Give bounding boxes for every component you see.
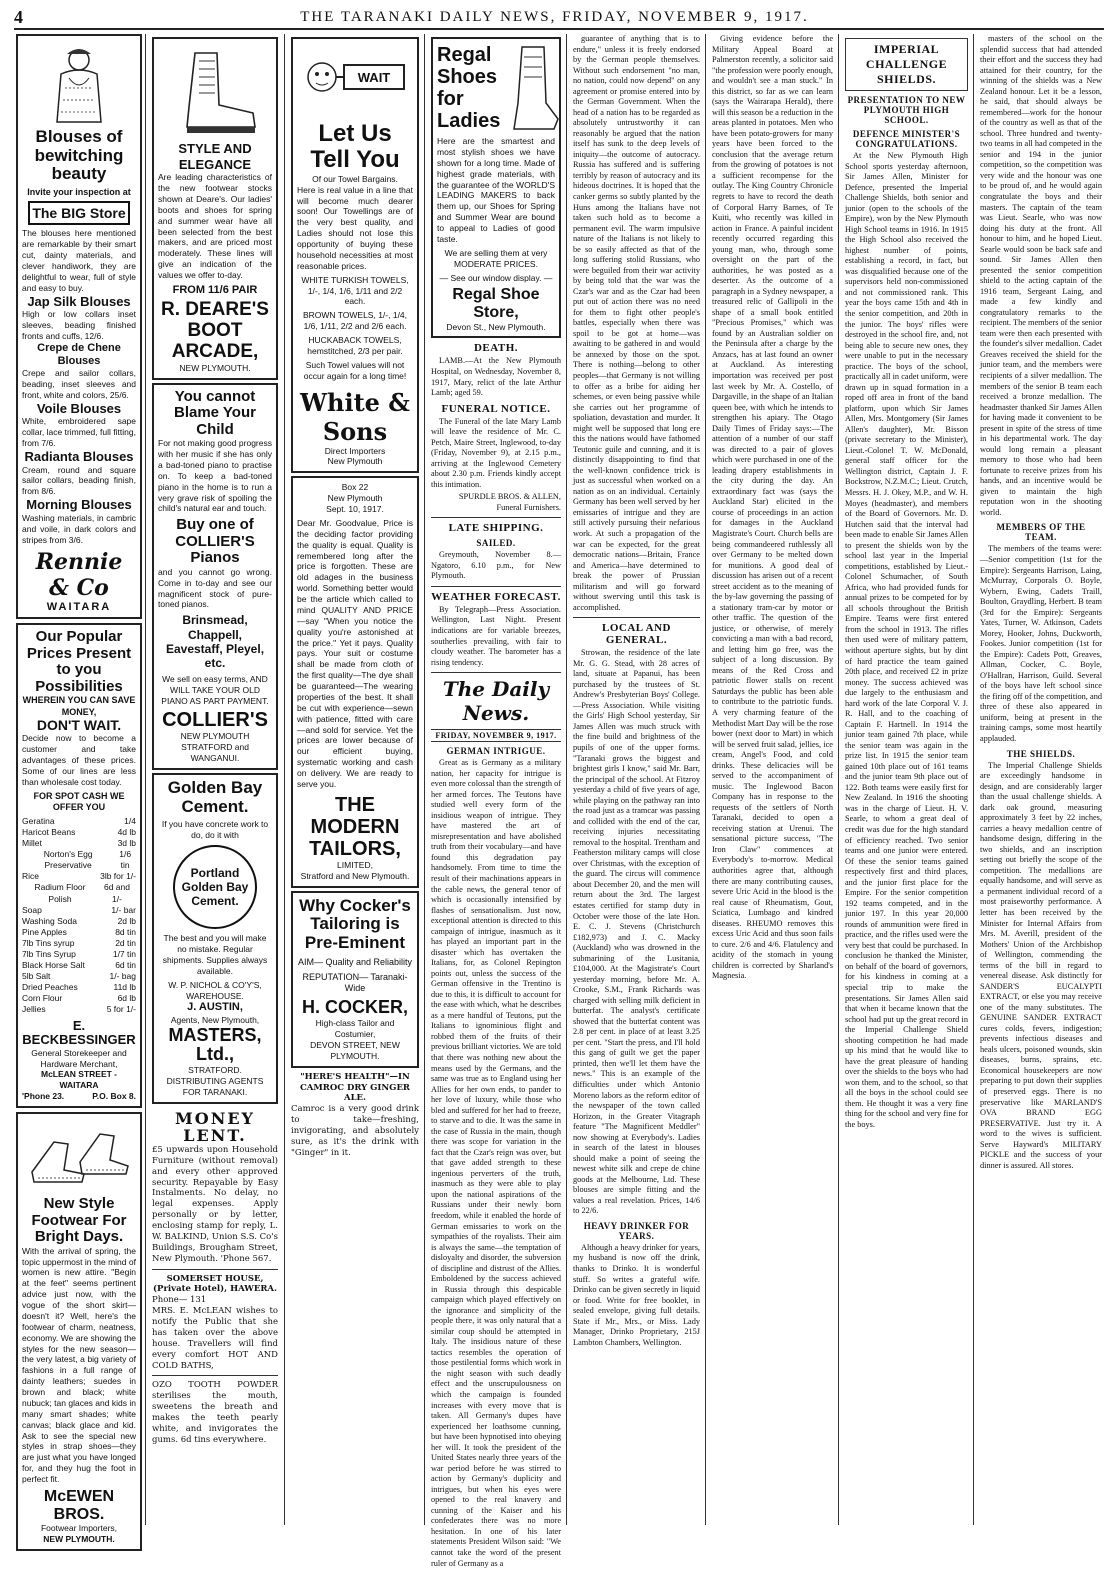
austin-name: J. AUSTIN, bbox=[187, 1001, 243, 1014]
man-with-sign-illustration bbox=[300, 47, 410, 117]
cocker-heading: Why Cocker's Tailoring is Pre-Eminent bbox=[299, 895, 411, 952]
column-3 bbox=[287, 34, 423, 1525]
price-row bbox=[22, 927, 136, 938]
golden-best: The best and you will make no mistake. Regular shipments. Supplies always available. bbox=[162, 933, 268, 976]
price-row bbox=[22, 960, 136, 971]
golden-heading: Golden Bay Cement. bbox=[167, 778, 263, 816]
price-item: Pine Apples bbox=[22, 926, 67, 937]
money-heading: MONEY LENT. bbox=[175, 1108, 255, 1146]
easy-terms: We sell on easy terms, AND WILL TAKE YOUR OLD PIANO AS PART PAYMENT. bbox=[161, 673, 269, 706]
price-row bbox=[22, 905, 136, 916]
regal-shoes-ad bbox=[431, 37, 561, 338]
white-sons-address: New Plymouth bbox=[327, 456, 383, 467]
column-rule bbox=[424, 34, 425, 1525]
portland-cement-seal: Portland Golden Bay Cement. bbox=[173, 845, 257, 929]
buy-heading: Buy one of COLLIER'S Pianos bbox=[175, 516, 255, 567]
camroc-text: Camroc is a very good drink to take—freshing, invigorating, and absolutely sure, as it's the drink with "Ginger" in it. bbox=[291, 1104, 419, 1158]
spot-cash: FOR SPOT CASH WE OFFER YOU bbox=[33, 790, 125, 812]
regal-store: Regal Shoe Store, bbox=[452, 286, 540, 321]
members-heading: MEMBERS OF THE TEAM. bbox=[996, 522, 1086, 543]
mcewen-address: NEW PLYMOUTH. bbox=[43, 1534, 115, 1544]
local-general-heading: LOCAL AND GENERAL. bbox=[602, 622, 671, 647]
blouse-intro: The blouses here mentioned are remarkable by their smart cut, dainty materials, and clever handiwork, they are delightful to wear, full of style and easy to buy. bbox=[22, 228, 136, 293]
masters-name: MASTERS, Ltd., bbox=[168, 1024, 262, 1065]
shields-text: At the New Plymouth High School sports yesterday afternoon, Sir James Allen, Minister for Defence, presented the Imperial Challenge Shields, both senior and junior (open to the schools of the Empire), won by the New Plymouth High School teams in 1916. In 1915 the High School also received the highest number of points, establishing a record, in fact, but was disqualified because one of the supervisors held non-commissioned and not commissioned rank. This year the boys came 15th and 4th in the senior competition, and 20th in the junior. The boys' rifles were destroyed in the school fire, and, not being able to secure new ones, they were unable to put in the necessary practice. The boys of the school, practically all in cadet uniform, were drawn up in squad formation in a roped off area in front of the band platform, upon which Sir James Allen, Mrs. Montgomery (Sir James Allen's daughter), Mr. Bisson (private secretary to the Minister), Lieut.-Colonel T. W. McDonald, general staff officer for the Wellington district, Captain J. F. Bockstrow, N.Z.M.C.; Lieut. Crutch, Messrs. H. J. Okey, M.P., and W. H. Moyes (headmaster), and members of the Board of Governors. Mr. D. Hutchen said that the interval had been made to enable Sir James Allen to present the shields won by the school last year in the Imperial competitions, established by Lieut.-Colonel Schumacher, of South Africa, who had provided funds for annual prizes to be competed for by all schools throughout the British Empire. Teams were first entered from the school in 1913. The rifles then used were of military pattern, without aperture sights, but by dint of hard practice the team gained 20th place, and received £2 in prize money. The success achieved was due largely to the enthusiasm and hard work of the late Corporal V. J. R. Hall, and to the coaching of Captain F. Hartnell. In 1914 the junior team gained 7th place, while the senior team was again in the prize list. In 1915 the senior team gained 10th place out of 161 teams and the junior team 9th place out of 122. Both teams were easily first for New Zealand. In 1916 the shooting was in the charge of Lieut. H. V. Searle, to whom a great deal of credit was due for the high standard of efficiency reached. Two senior teams and one junior were entered. Of these the senior teams gained respectively first and third places, and the junior first place for the Empire. For the senior competition 192 teams competed, and in the junior 197. In this year 20,000 rounds of ammunition were fired in practice, and the rifles used were the very best that could be purchased. In conclusion he thanked the Minister, on behalf of the board of governors, for his kindness in coming at a special trip to make the presentations. Sir James Allen said that when it became known that the school had put up the great record in the Imperial Challenge Shield shooting competition he had made up his mind that he would like to have the great pleasure of handing over the shields to the boys who had won them, and to the school, so that all the boys in the school could see them. He thought it was a very fine thing for the school and very fine for the boys. bbox=[845, 151, 968, 1129]
lady-blouse-illustration bbox=[39, 44, 119, 124]
funeral-text: The Funeral of the late Mary Lamb will leave the residence of Mr. C. Petch, Maire Street, Inglewood, to-day (Friday, November 9), at 2.15 p.m., arriving at the Inglewood Cemetery about 2.30 p.m. Friends kindly accept this intimation. bbox=[431, 416, 561, 489]
price-row bbox=[22, 949, 136, 960]
price-item: Washing Soda bbox=[22, 915, 77, 926]
price-value: 3lb for 1/- bbox=[100, 871, 136, 882]
price-item: Jellies bbox=[22, 1004, 46, 1014]
price-value: 1/6 tin bbox=[119, 849, 132, 871]
towel-note: Such Towel values will not occur again for a long time! bbox=[303, 359, 407, 381]
column-7 bbox=[841, 34, 972, 1525]
modern-tailors-sub: LIMITED, bbox=[337, 859, 373, 870]
huckaback-towels: HUCKABACK TOWELS, hemstitched, 2/3 per pair. bbox=[307, 335, 403, 356]
price-value: 1/7 tin bbox=[112, 948, 136, 959]
price-row bbox=[22, 838, 136, 849]
price-row bbox=[22, 1004, 136, 1015]
deare-heading: STYLE AND ELEGANCE bbox=[178, 141, 252, 172]
white-turkish-towels: WHITE TURKISH TOWELS, 1/-, 1/4, 1/6, 1/11 and 2/2 each. bbox=[301, 274, 409, 307]
price-value: 11d lb bbox=[113, 981, 136, 992]
general-news-text: Giving evidence before the Military Appeal Board at Palmerston recently, a solicitor said "the profession were poorly enough, and wouldn't see a man stuck." In this district, so far as we can learn (says the Wairarapa Herald), there will this season be a reduction in the areas planted in potatoes. Men who have been potato-growers for many years have been forced to the conclusion that the average return from the growing of potatoes is not a sufficient recompense for the outlay. The King Country Chronicle regrets to have to record the death of Corporal Harry Barnes, of Te Kuiti, who recently was killed in action in France. A painful incident recently occurred regarding this young man, who, through some oversight on the part of the authorities, he was posted as a deserter. As the outcome of a paragraph in a Sydney newspaper, a treasured relic of Gallipoli in the shape of a small book entitled "Precious Promises," which was found by an Australian soldier on the Peninsula after a charge by the Anzacs, has at last found an owner at Auckland. As interesting importation was received per post last week by Mr. A. Costello, of Dargaville, in the shape of an Italian queen bee, with which he intends to strengthen his apiary. The Otago Daily Times of Friday says:—The attention of a number of our staff was directed to a pair of gloves which were purchased in one of the leading drapery establishments in the city during the day. An extraordinary fact was (says the Auckland Star) elicited in the course of proceedings in an action for damages in the Auckland Magistrate's Court. Church bells are being commandeered ruthlessly all over Germany to be melted down for munitions. A good deal of discussion has arisen out of a recent street accident as to the meaning of the by-law governing the passing of a stationary tram-car by motor or other traffic. The question of the justice, or otherwise, of merely convicting a man with a bad record, and letting him go free, was the subject of a long discussion. By means of the Red Cross and patriotic flower stalls on recent Saturdays the public has been able to contribute to the patriotic funds. A very charming feature of the Methodist Mart Day will be the rose bower (next door to Mart) in which will be served fruit salad, jellies, ice cream, Angel's Food, and cold drinks. These delicacies will be served to the accompaniment of music. The Inglewood Bacon Company has in response to the requests of the settlers of North Taranaki, decided to open a receiving station at Urenui. The sensational picture success, "The Iron Claw" commences at Everybody's to-morrow. Medical authorities agree that, although there are many contributing causes, severe Uric Acid in the blood is the real cause of Rheumatism, Gout, Sciatica, Lumbago and kindred diseases. RHEUMO removes this excess Uric Acid and thus soon fails to cure. 2/6 and 4/6. Flatulency and acidity of the stomach in young children is corrected by Sharland's Magnesia. bbox=[712, 34, 833, 981]
letter-place: New Plymouth bbox=[327, 493, 383, 504]
column-6 bbox=[708, 34, 837, 1525]
price-row bbox=[22, 916, 136, 927]
price-value: 3d lb bbox=[117, 838, 136, 849]
price-value: 2d lb bbox=[117, 915, 136, 926]
deare-address: NEW PLYMOUTH. bbox=[179, 362, 251, 373]
regal-window: — See our window display. — bbox=[439, 272, 553, 283]
funeral-heading: FUNERAL NOTICE. bbox=[441, 402, 551, 415]
beckbessinger-sub: General Storekeeper and Hardware Merchant, bbox=[31, 1047, 127, 1069]
price-row bbox=[22, 938, 136, 949]
german-intrigue-continued: guarantee of anything that is to endure," unless it is freely endorsed by the German people themselves. Without such endorsement "no man, no nation, could now depend" on any agreement or promise entered into by the German Government. When the head of a nation has to be regarded as absolutely untrustworthy it can reasonably be argued that the nation itself has sunk to the deep levels of iniquity—the outcome of autocracy. Russia has suffered and is suffering terribly by reason of autocracy and its hideous doctrines. It is hoped that the canker germs so subtly planted by the Huns among the Italians have not taken such hold as to become a permanent evil. The warm impulsive nature of the Italians is not likely to be so easily affected as that of the long suffering stolid Russians, who were beguiled from their war activity by being told that the war was the Czar's war and as the Czar had been put out of action there was no need for them to fight other people's battles, especially when there was spoil to be got at home—was awaiting to be gathered in and would be annexed by those on the spot. There is nothing—belong to other peoples—that Germany is not willing to offer as a bribe for aiding her schemes, or even being passive while she carries out her programme of spoliation, devastation and murder. It might well be supposed that long ere this the nations would have fathomed Teutonic guile and cunning, and it is distinctly disappointing to find that the well-known confidence trick is just as successful when worked on a nation as on an individual. Certainly Germany has been well served by her emissaries of intrigue and they are still actively pursuing their nefarious work. At such a propagation of the war can be expected, for the great democratic nations—Britain, France and America—have determined to break the power of Prussian militarism and will go forward without swerving until this task is accomplished. bbox=[573, 34, 700, 612]
modern-tailors-name: THE MODERN TAILORS, bbox=[309, 793, 401, 860]
dont-wait: DON'T WAIT. bbox=[36, 716, 122, 733]
price-row bbox=[22, 827, 136, 838]
letter-date: Sept. 10, 1917. bbox=[326, 504, 384, 515]
colliers-name: COLLIER'S bbox=[162, 709, 268, 732]
radianta-text: Cream, round and square sailor collars, beading finish, from 8/6. bbox=[22, 464, 136, 497]
cocker-name: H. COCKER, bbox=[301, 997, 408, 1018]
ozo-ad: OZO TOOTH POWDER sterilises the mouth, sweetens the breath and makes the teeth pearly white, and invigorates the gums. 6d tins everywhere. bbox=[152, 1380, 278, 1445]
wait-sign-text: WAIT bbox=[357, 70, 391, 85]
price-item: Radium Floor Polish bbox=[34, 882, 86, 904]
local-general-text: Strowan, the residence of the late Mr. G. G. Stead, with 28 acres of land, situate at Papanui, has been purchased by the trustees of St. Andrew's Presbyterian Boys' College.—Press Association. While visiting the Girls' High School yesterday, Sir James Allen was much struck with the fine build and brightness of the pupils of one of the upper forms. "Taranaki grows the biggest and brightest girls I know," said Mr. Barr, the principal of the school. At Fitzroy yesterday a child of five years of age, while playing on the pathway ran into the road just as a tramcar was passing and collided with the end of the car, receiving injuries necessitating removal to the hospital. Trentham and Featherston military camps will close over Christmas, with the exception of the guard. The circus will commence about December 20, and the men will return about the 3rd. The largest estates certified for stamp duty in October were those of the late Hon. E. C. J. Stevens (Christchurch £182,973) and J. C. Macky (Auckland) who was drowned in the submarining of the Lusitania, £104,000. At the Magistrate's Court yesterday morning, before Mr. A. Crooke, S.M., Frank Richards was charged with selling milk deficient in butterfat. The analyst's certificate showed that the butterfat content was 2.8 per cent. in place of at least 3.25 per cent. "Start the press, and I'll hold this gang of guilt we get the paper printed, then we'll let them have the news." This is an example of the difficulties under which Antonio Moreno labors as the reform editor of the newspaper of the town called Horizon, in the Greater Vitagraph feature "The Magnificent Meddler" now showing at Everybody's. Ladies in search of the latest in blouses should make a point of seeing the newest white silk and crepe de chine goods at the Melbourne, Ltd. These blouses are simple fitting and the values a real revelation. Prices, 14/6 to 22/6. bbox=[573, 648, 700, 1216]
voile-text: White, embroidered sape collar, lace trimmed, full fitting, from 7/6. bbox=[22, 416, 136, 449]
big-store-ad bbox=[16, 34, 142, 619]
piano-brands: Brinsmead, Chappell, Eavestaff, Pleyel, etc. bbox=[165, 613, 265, 671]
price-item: Dried Peaches bbox=[22, 981, 78, 992]
page-number: 4 bbox=[14, 6, 23, 27]
price-value: 6d tin bbox=[115, 959, 136, 970]
price-value: 4d lb bbox=[117, 827, 136, 838]
shipping-heading: LATE SHIPPING. bbox=[448, 522, 544, 535]
column-6-content bbox=[712, 34, 833, 982]
shields-heading: IMPERIAL CHALLENGE SHIELDS. bbox=[845, 38, 968, 91]
cocker-sub: High-class Tailor and Costumier, bbox=[315, 1018, 395, 1040]
notices bbox=[431, 342, 561, 1569]
cocker-ad bbox=[291, 891, 419, 1068]
masters-sub: STRATFORD. bbox=[188, 1065, 242, 1076]
price-row bbox=[22, 871, 136, 882]
daily-news-nameplate: The Daily News. bbox=[442, 677, 550, 726]
tailors-letter: Dear Mr. Goodvalue, Price is the deciding factor providing the quality is equal. Quality is remembered long after the price is forgotten. These are old adages in the business world. Something better would be the article which called to mind QUALITY AND PRICE —say "When you notice the quality you're astonished at the price." Yet it pays. Quality pays. Your suit or costume shall be made from cloth of the first quality—The dye shall be guaranteed—The wearing properties of the best. It shall be cut with experience—sewn with patience, fitted with care—and sold for service. Yet the prices are lower because of our efficient buying, systematic working and cash on delivery. We are ready to serve you. bbox=[297, 517, 413, 789]
blame-heading: You cannot Blame Your Child bbox=[174, 387, 256, 438]
deare-price: FROM 11/6 PAIR bbox=[172, 283, 258, 296]
jap-silk-text: High or low collars inset sleeves, beading finished fronts and cuffs, 12/6. bbox=[22, 309, 136, 341]
radianta-heading: Radianta Blouses bbox=[24, 449, 134, 464]
beckbessinger-address: McLEAN STREET - WAITARA bbox=[40, 1069, 118, 1091]
let-us-tell-you: Let Us Tell You bbox=[310, 120, 400, 174]
price-item: Soap bbox=[22, 904, 42, 915]
somerset-phone: Phone— 131 bbox=[152, 1295, 207, 1306]
regal-heading: Regal Shoes for Ladies bbox=[437, 44, 501, 132]
daily-news-date: FRIDAY, NOVEMBER 9, 1917. bbox=[431, 729, 561, 742]
popular-sub: WHEREIN YOU CAN SAVE MONEY, bbox=[22, 695, 136, 717]
invite-text: Invite your inspection at bbox=[27, 187, 131, 198]
death-heading: DEATH. bbox=[473, 342, 519, 355]
funeral-sign: SPURDLE BROS. & ALLEN, Funeral Furnishers. bbox=[458, 492, 561, 512]
price-value: 6d lb bbox=[117, 992, 136, 1003]
price-value: 1/- bar bbox=[111, 904, 136, 915]
cocker-address: DEVON STREET, NEW PLYMOUTH. bbox=[310, 1039, 400, 1061]
shoes-illustration bbox=[24, 1122, 134, 1192]
price-item: Rice bbox=[22, 871, 40, 882]
column-1 bbox=[14, 34, 144, 1544]
buy-text: and you cannot go wrong. Come in to-day and see our magnificent stock of pure-toned pianos. bbox=[158, 566, 272, 610]
mcewen-name: McEWEN BROS. bbox=[43, 1487, 115, 1523]
german-intrigue-heading: GERMAN INTRIGUE. bbox=[446, 746, 546, 757]
price-list bbox=[22, 816, 136, 1015]
deare-ad bbox=[152, 37, 278, 380]
camroc-ad bbox=[291, 1072, 419, 1159]
white-sons-logo: White & Sons bbox=[300, 387, 410, 446]
boot-illustration bbox=[165, 47, 265, 137]
somerset-text: MRS. E. McLEAN wishes to notify the Public that she has taken over the above house. Travellers will find every comfort HOT AND COLD BATHS, bbox=[152, 1306, 278, 1371]
colliers-address: NEW PLYMOUTH STRATFORD and WANGANUI. bbox=[180, 731, 250, 764]
sailed-text: Greymouth, November 8.—Ngatoro, 6.10 p.m., for New Plymouth. bbox=[431, 550, 561, 581]
masters-dist: DISTRIBUTING AGENTS FOR TARANAKI. bbox=[166, 1076, 264, 1097]
morning-text: Washing materials, in cambric and voile, in dark colors and stripes from 3/6. bbox=[22, 512, 136, 545]
colliers-ad bbox=[152, 383, 278, 770]
column-rule bbox=[838, 34, 839, 1525]
popular-prices-heading: Our Popular Prices Present to you Possibilities bbox=[26, 628, 132, 695]
price-row bbox=[22, 849, 136, 871]
footwear-heading: New Style Footwear For Bright Days. bbox=[31, 1195, 127, 1246]
jap-silk-heading: Jap Silk Blouses bbox=[27, 293, 131, 309]
blouses-title: Blouses of bewitching beauty bbox=[34, 127, 124, 184]
letter-box: Box 22 bbox=[341, 482, 369, 493]
price-row bbox=[22, 816, 136, 827]
death-text: LAMB.—At the New Plymouth Hospital, on Wednesday, November 8, 1917, Mary, relict of the late Arthur Lamb; aged 59. bbox=[431, 356, 561, 398]
masthead-title: THE TARANAKI DAILY NEWS, FRIDAY, NOVEMBER 9, 1917. bbox=[300, 8, 809, 25]
column-rule bbox=[705, 34, 706, 1525]
members-text: The members of the teams were:—Senior competition (1st for the Empire): Sergeants Harrison, Laing, McMurray, Corporals O. Boyle, Wybern, Ewing, Cadets Traill, Boulton, Graydling, Herbert. B team (3rd for the Empire): Sergeants Yates, Turner, W. Atkinson, Cadets Morey, Hooker, Johns, Duckworth, Fookes. Junior competition (1st for the Empire): Cadets Pott, Greaves, Allman, Cocker, C. Boyle, O'Hallran, Harrison, Guild. Several of the boys have left school since the firing off of the competition, and three of these also appeared in uniform, being at present in the training camps, some most heartily applauded. bbox=[980, 544, 1102, 743]
regal-shoe-illustration bbox=[504, 43, 562, 133]
price-item: 5lb Salt bbox=[22, 970, 51, 981]
regal-address: Devon St., New Plymouth. bbox=[446, 321, 546, 332]
beckbessinger-box: P.O. Box 8. bbox=[92, 1091, 136, 1102]
price-value: 2d tin bbox=[115, 937, 136, 948]
masthead bbox=[14, 6, 1104, 30]
column-8 bbox=[976, 34, 1106, 1525]
crepe-heading: Crepe de Chene Blouses bbox=[37, 341, 121, 367]
price-row bbox=[22, 993, 136, 1004]
column-rule bbox=[566, 34, 567, 1525]
price-value: 1/4 bbox=[124, 816, 136, 827]
voile-heading: Voile Blouses bbox=[36, 400, 122, 416]
towel-text: Here is real value in a line that will become much dearer soon! Our Towellings are of the very best quality, and Ladies should not lose this opportunity of buying these household necessities at most reasonable prices. bbox=[297, 184, 413, 271]
price-item: Norton's Egg Preservative bbox=[43, 849, 93, 871]
brown-towels: BROWN TOWELS, 1/-, 1/4, 1/6, 1/11, 2/2 and 2/6 each. bbox=[302, 310, 408, 332]
shields-subheading: PRESENTATION TO NEW PLYMOUTH HIGH SCHOOL. bbox=[847, 95, 966, 125]
price-row bbox=[22, 982, 136, 993]
price-item: 7lb Tins Syrup bbox=[22, 948, 76, 959]
modern-tailors-ad bbox=[291, 476, 419, 887]
shields-continued-text: masters of the school on the splendid success that had attended their effort and the success they had attained for their country, for the winning of the shields was a New Zealand honour. Let it be a lesson, he said, that should always be remembered—work for the honour of the country as well as that of the school. Three hundred and twenty-two teams in all had competed in the senior and 194 in the junior competition, so the competition was very wide and the honour was one to be proud of, and he would again congratulate the boys and their masters. The captain of the team was Lieut. Searle, who was now doing his duty at the front. All honour to him, and he hoped Lieut. Searle would soon be back safe and sound. Sir James Allen then presented the senior competition shield to the acting captain of the 1916 team, Sergeant Laing, and made a few kindly and congratulatory remarks to the recipient. The members of the senior team were then each presented with the founder's silver medallion. Cadet Greaves received the shield for the junior team, and the members were recipients of a silver medallion. The members of the senior B team each received a bronze medallion. The headmaster thanked Sir James Allen for having made it convenient to be present in spite of the stress of time in his departmental work. The day would long remain a pleasant memory to those who had been fortunate to receive prizes from his hands, and an incentive would be given to maintain the high reputation won in the shooting world. bbox=[980, 34, 1102, 517]
rennie-location: WAITARA bbox=[46, 601, 112, 614]
regal-text: Here are the smartest and most stylish shoes we have shown for a long time. Made of highest grade materials, with the guarantee of the WORLD'S LEADING MAKERS to back them up, our Shoes for Spring and Summer Wear are bound to appeal to Ladies of good taste. bbox=[437, 136, 555, 244]
white-sons-sub: Direct Importers bbox=[324, 445, 386, 456]
price-item: Black Horse Salt bbox=[22, 959, 85, 970]
money-text: £5 upwards upon Household Furniture (without removal) and every other approved security. Repayable by Easy Instalments. No delay, no legal expenses. Apply personally or by letter, enclosing stamp for reply, L. W. BALKIND, Union S.S. Co's Buildings, Brougham Street, New Plymouth. 'Phone 567. bbox=[152, 1144, 278, 1264]
price-value: 8d tin bbox=[115, 926, 136, 937]
drinker-heading: HEAVY DRINKER FOR YEARS. bbox=[583, 1220, 690, 1241]
price-item: Corn Flour bbox=[22, 992, 63, 1003]
crepe-text: Crepe and sailor collars, beading, inset sleeves and front, white and colors, 25/6. bbox=[22, 368, 136, 400]
column-2 bbox=[148, 34, 282, 1525]
weather-text: By Telegraph—Press Association. Wellington, Last Night. Present indications are for variable breezes, southerlies prevailing, with fair to cloudy weather. The barometer has a rising tendency. bbox=[431, 604, 561, 667]
big-store-logo: The BIG Store bbox=[28, 201, 130, 225]
column-5-content bbox=[573, 34, 700, 1348]
towel-bargains: Of our Towel Bargains. bbox=[312, 173, 398, 184]
morning-heading: Morning Blouses bbox=[26, 497, 132, 513]
mcewen-ad bbox=[16, 1112, 142, 1551]
sailed-heading: SAILED. bbox=[476, 538, 516, 549]
price-value: 1/- bag bbox=[109, 970, 136, 981]
deare-name: R. DEARE'S BOOT ARCADE, bbox=[161, 299, 269, 362]
price-row bbox=[22, 882, 136, 904]
shields-article-continued bbox=[980, 34, 1102, 1171]
beckbessinger-name: E. BECKBESSINGER bbox=[22, 1018, 136, 1048]
shields-subheading-2: DEFENCE MINISTER'S CONGRATULATIONS. bbox=[852, 129, 961, 149]
cocker-reputation: REPUTATION— Taranaki-Wide bbox=[302, 971, 408, 994]
modern-tailors-address: Stratford and New Plymouth. bbox=[300, 870, 410, 881]
column-rule bbox=[145, 34, 146, 1525]
weather-heading: WEATHER FORECAST. bbox=[431, 590, 561, 603]
blame-text: For not making good progress with her music if she has only a bad-toned piano to practise on. To keep a bad-toned piano in the home is to run a very grave risk of spoiling the child's natural ear and touch. bbox=[158, 438, 272, 514]
the-shields-text: The Imperial Challenge Shields are exceedingly handsome in design, and are considerably larger than the usual challenge shields. A dark oak ground, measuring approximately 3 feet by 22 inches, carries a heavy medallion centre of handsome design, differing in the two shields, and an inscription setting out briefly the scope of the competition. The medallions are equally handsome, and will serve as a permanent individual record of a most praiseworthy performance. A letter has been received by the Minister for Internal Affairs from Mrs. M. Averill, president of the Mothers' Union of the Archbishop of Wellington, commending the terms of the bill in regard to venereal disease. Ask distinctly for SANDER'S EUCALYPTI EXTRACT, or else you may receive one of the many substitutes. The GENUINE SANDER EXTRACT cures colds, fevers, indigestion; prevents infectious diseases and heals ulcers, poisoned wounds, skin diseases, burns, sprains, etc. Economical housekeepers are now preparing to put down their supplies of preserved eggs. There is no preservative like MARLAND'S OVA BRAND EGG PRESERVATIVE. Just try it. A word to the wives is sufficient. Serve Hayward's MILITARY PICKLE and the success of your dinner is assured. All stores. bbox=[980, 760, 1102, 1170]
the-shields-heading: THE SHIELDS. bbox=[1006, 748, 1076, 759]
column-rule bbox=[284, 34, 285, 1525]
price-value: 6d and 1/- bbox=[103, 882, 130, 904]
shields-article bbox=[845, 38, 968, 1130]
footwear-text: With the arrival of spring, the topic uppermost in the mind of women is new attire. "Begin at the feet" seems pertinent advice just now, with the vogue of the short skirt—doesn't it? Well, here's the footwear of charm, neatness, economy. We are showing the styles for the new season—the very latest, a big variety of fashions in a full range of dainty leathers; suedes in brown and black; white nubuck; tan glaces and kids in many smart shades; white canvas; black glace and kid. Ask to see the special new styles in strap shoes—they are just what you have longed for, and they hug the foot in perfect fit. bbox=[22, 1245, 136, 1485]
camroc-heading: "HERE'S HEALTH"—IN CAMROC DRY GINGER ALE. bbox=[300, 1071, 410, 1104]
money-lent-ad bbox=[152, 1110, 278, 1446]
deare-text: Are leading characteristics of the new footwear stocks shown at Deare's. Our ladies' boots and shoes for spring and summer wear have all been selected from the best makers, and are priced most moderately. These lines will give an indication of the values we offer to-day. bbox=[158, 172, 272, 281]
mcewen-sub: Footwear Importers, bbox=[40, 1523, 118, 1534]
rennie-logo: Rennie & Co bbox=[35, 549, 123, 602]
austin-sub: Agents, New Plymouth, bbox=[170, 1014, 260, 1025]
drinker-text: Although a heavy drinker for years, my husband is now off the drink, thanks to Drinko. It is wonderful stuff. So writes a grateful wife. Drinko can be given secretly in liquid or food. Write for free booklet, in sealed envelope, giving full details. State if Mr., Mrs., or Miss. Lady Manager, Drinko Proprietary, 215J Lambton Chambers, Wellington. bbox=[573, 1242, 700, 1347]
golden-bay-ad bbox=[152, 773, 278, 1104]
column-4 bbox=[427, 34, 565, 1568]
column-5 bbox=[569, 34, 704, 1525]
beckbessinger-phone: 'Phone 23. bbox=[22, 1091, 65, 1102]
price-item: Geratina bbox=[22, 816, 55, 827]
cocker-aim: AIM— Quality and Reliability bbox=[297, 956, 413, 967]
white-sons-ad bbox=[291, 37, 419, 473]
beckbessinger-ad bbox=[16, 623, 142, 1108]
popular-text: Decide now to become a customer and take advantages of these prices. Some of our lines are less than wholesale cost today. bbox=[22, 733, 136, 787]
price-item: Haricot Beans bbox=[22, 827, 76, 838]
nichol-warehouse: W. P. NICHOL & CO'Y'S, WAREHOUSE. bbox=[168, 979, 262, 1001]
somerset-heading: SOMERSET HOUSE, (Private Hotel), HAWERA. bbox=[153, 1273, 277, 1295]
german-intrigue-text: Great as is Germany as a military nation, her capacity for intrigue is even more colossal than the strength of her armed forces. The Teutons have studied well every form of the insidious weapon of intrigue. They have mastered the art of misrepresentation and have abolished truth from their vocabulary—and have found this degradation pay handsomely. From time to time the result of their machinations appears in the cable news, the general tenor of which is occasionally intensified by flashes of sensationalism. Just now, exceptional attention is directed to this campaign of intrigue, inasmuch as it has played an important part in the disaster which has overtaken the Italians, for, as Colonel Repington points out, unless the success of the German offensive in the Trentino is due to this, it is difficult to account for the ease with which, what he describes as a mere handful of Teutons, put the Italians to ignominious flight and robbed them of the fruits of their previous brilliant victories. We are told that there was nothing new about the means used by the Germans, and the same was true as to England using her Allies for her own ends, to pander to her love of luxury, while those who bled and suffered for her had to freeze, to starve and to die. It was the same in the case of Russia in the main, though there was scope for variation in the fact that the Czar's reign was over, but that gave added strength to these ingenious perverters of the truth, inasmuch as they were able to play upon the national aspirations of the Russians under their newly born freedom, while it enabled the horde of German emissaries to work on the sympathies of the royalists. Their aim is always the same—the temptation of disloyalty and disorder, the subversion of discipline and distrust of the Allies. Emboldened by the success achieved in Russia through this despicable campaign which played effectively on the ignorance and simplicity of the people there, it was only natural that a similar coup should be attempted in Italy. The insidious nature of these tactics resembles the operation of those pestilential forms which work in the night season with such deadly effect and the unscrupulousness on which the campaign is founded increases with every move that is taken. All Germany's dupes have experienced her loathsome cunning, but have been hypnotised into obeying her will. It took the president of the United States nearly three years of the war period before he was stirred to action by Germany's duplicity and intrigues, but when his eyes were opened to the real knavery and cunning of the Kaiser and his confederates there was no more hesitation. In one of his later statements President Wilson said: "We cannot take the word of the present ruler of Germany as a bbox=[431, 758, 561, 1568]
golden-text: If you have concrete work to do, do it with bbox=[161, 819, 269, 841]
column-rule bbox=[973, 34, 974, 1525]
regal-price: We are selling them at very MODERATE PRICES. bbox=[444, 247, 548, 269]
price-row bbox=[22, 971, 136, 982]
price-value: 5 for 1/- bbox=[106, 1004, 136, 1014]
price-item: Millet bbox=[22, 838, 42, 849]
price-item: 7lb Tins syrup bbox=[22, 937, 75, 948]
